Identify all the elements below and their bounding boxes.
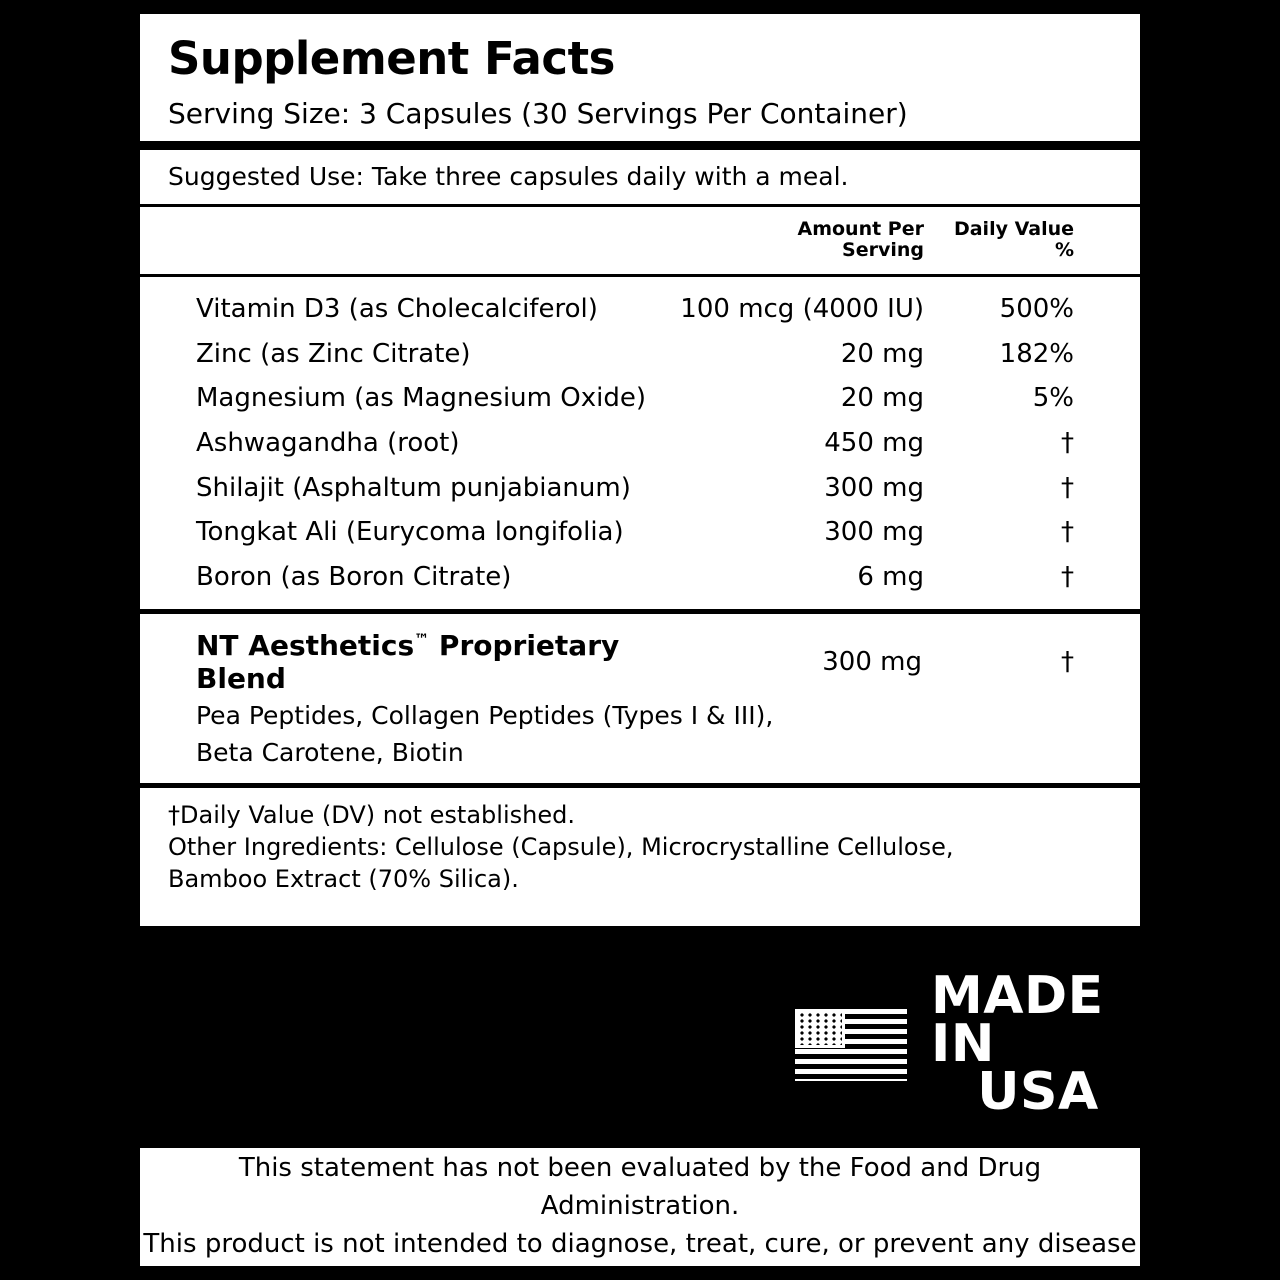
usa-flag-icon [795, 1009, 907, 1081]
divider-thick-1 [140, 141, 1140, 150]
nutrient-amount: 300 mg [824, 517, 924, 548]
header-dv-line2: % [1054, 239, 1074, 262]
flag-stars [798, 1012, 842, 1045]
other-ingredients-line1: Other Ingredients: Cellulose (Capsule), Microcrystalline Cellulose, [168, 833, 954, 862]
nutrient-rows-block [140, 277, 1140, 609]
table-row [168, 510, 1112, 555]
blend-ingredients-line1: Pea Peptides, Collagen Peptides (Types I & III), [196, 701, 774, 731]
nutrient-amount: 20 mg [840, 383, 924, 414]
header-amount-line1: Amount Per [797, 217, 924, 240]
header-daily-value [924, 207, 1112, 275]
nutrient-dv: † [1061, 561, 1074, 592]
serving-size-text: Serving Size: 3 Capsules (30 Servings Per Container) [168, 97, 908, 130]
table-row [168, 466, 1112, 511]
nutrient-name: Magnesium (as Magnesium Oxide) [196, 383, 646, 414]
nutrient-rows-table [168, 287, 1112, 599]
nutrient-dv: † [1061, 472, 1074, 503]
header-blank [168, 207, 654, 275]
proprietary-blend-table [168, 628, 1112, 696]
made-in-usa-line1: MADE IN [931, 966, 1104, 1075]
blend-dv: † [1061, 647, 1074, 678]
made-in-usa-text [931, 966, 1145, 1122]
suggested-use-block [140, 150, 1140, 204]
facts-header [140, 14, 1140, 141]
blend-row [168, 628, 1112, 696]
blend-name [168, 628, 651, 696]
suggested-use-text: Suggested Use: Take three capsules daily with a meal. [168, 161, 849, 191]
nutrient-amount: 6 mg [857, 561, 924, 592]
dagger-note: †Daily Value (DV) not established. [168, 801, 575, 830]
nutrient-table [168, 207, 1112, 275]
nutrient-name: Boron (as Boron Citrate) [196, 561, 512, 592]
table-row [168, 421, 1112, 466]
nutrient-name: Zinc (as Zinc Citrate) [196, 338, 471, 369]
disclaimer-line-1: This statement has not been evaluated by the Food and Drug Administration. [238, 1153, 1042, 1222]
nutrient-amount: 20 mg [840, 338, 924, 369]
nutrient-dv: 5% [1032, 383, 1074, 414]
other-ingredients-line2: Bamboo Extract (70% Silica). [168, 864, 519, 893]
blend-amount: 300 mg [822, 647, 922, 678]
table-row [168, 332, 1112, 377]
table-row [168, 376, 1112, 421]
nutrient-dv: † [1061, 428, 1074, 459]
fda-disclaimer-panel [140, 1148, 1140, 1266]
footnotes-block [140, 788, 1140, 911]
nutrient-table-block [140, 207, 1140, 275]
nutrient-name: Shilajit (Asphaltum punjabianum) [196, 472, 631, 503]
page-title: Supplement Facts [168, 32, 615, 85]
nutrient-name: Tongkat Ali (Eurycoma longifolia) [196, 517, 624, 548]
blend-suffix: Proprietary Blend [196, 629, 620, 696]
nutrient-dv: 500% [999, 294, 1074, 325]
footnotes [140, 788, 1112, 911]
trademark-symbol: ™ [414, 631, 430, 650]
blend-ingredients-line2: Beta Carotene, Biotin [196, 737, 464, 767]
table-row [168, 287, 1112, 332]
table-row [168, 555, 1112, 600]
nutrient-amount: 100 mcg (4000 IU) [680, 294, 924, 325]
supplement-facts-panel [140, 14, 1140, 926]
nutrient-name: Vitamin D3 (as Cholecalciferol) [196, 294, 598, 325]
header-amount-per-serving [654, 207, 924, 275]
nutrient-amount: 300 mg [824, 472, 924, 503]
blend-brand: NT Aesthetics [196, 629, 415, 663]
table-header-row [168, 207, 1112, 275]
proprietary-blend-block [140, 614, 1140, 783]
nutrient-amount: 450 mg [824, 428, 924, 459]
nutrient-dv: 182% [999, 338, 1074, 369]
nutrient-dv: † [1061, 517, 1074, 548]
nutrient-name: Ashwagandha (root) [196, 428, 460, 459]
made-in-usa-line2: USA [977, 1061, 1099, 1122]
header-dv-line1: Daily Value [953, 217, 1074, 240]
header-amount-line2: Serving [842, 239, 924, 262]
disclaimer-line-2: This product is not intended to diagnose, treat, cure, or prevent any disease [143, 1228, 1137, 1259]
made-in-usa-badge [795, 966, 1145, 1122]
